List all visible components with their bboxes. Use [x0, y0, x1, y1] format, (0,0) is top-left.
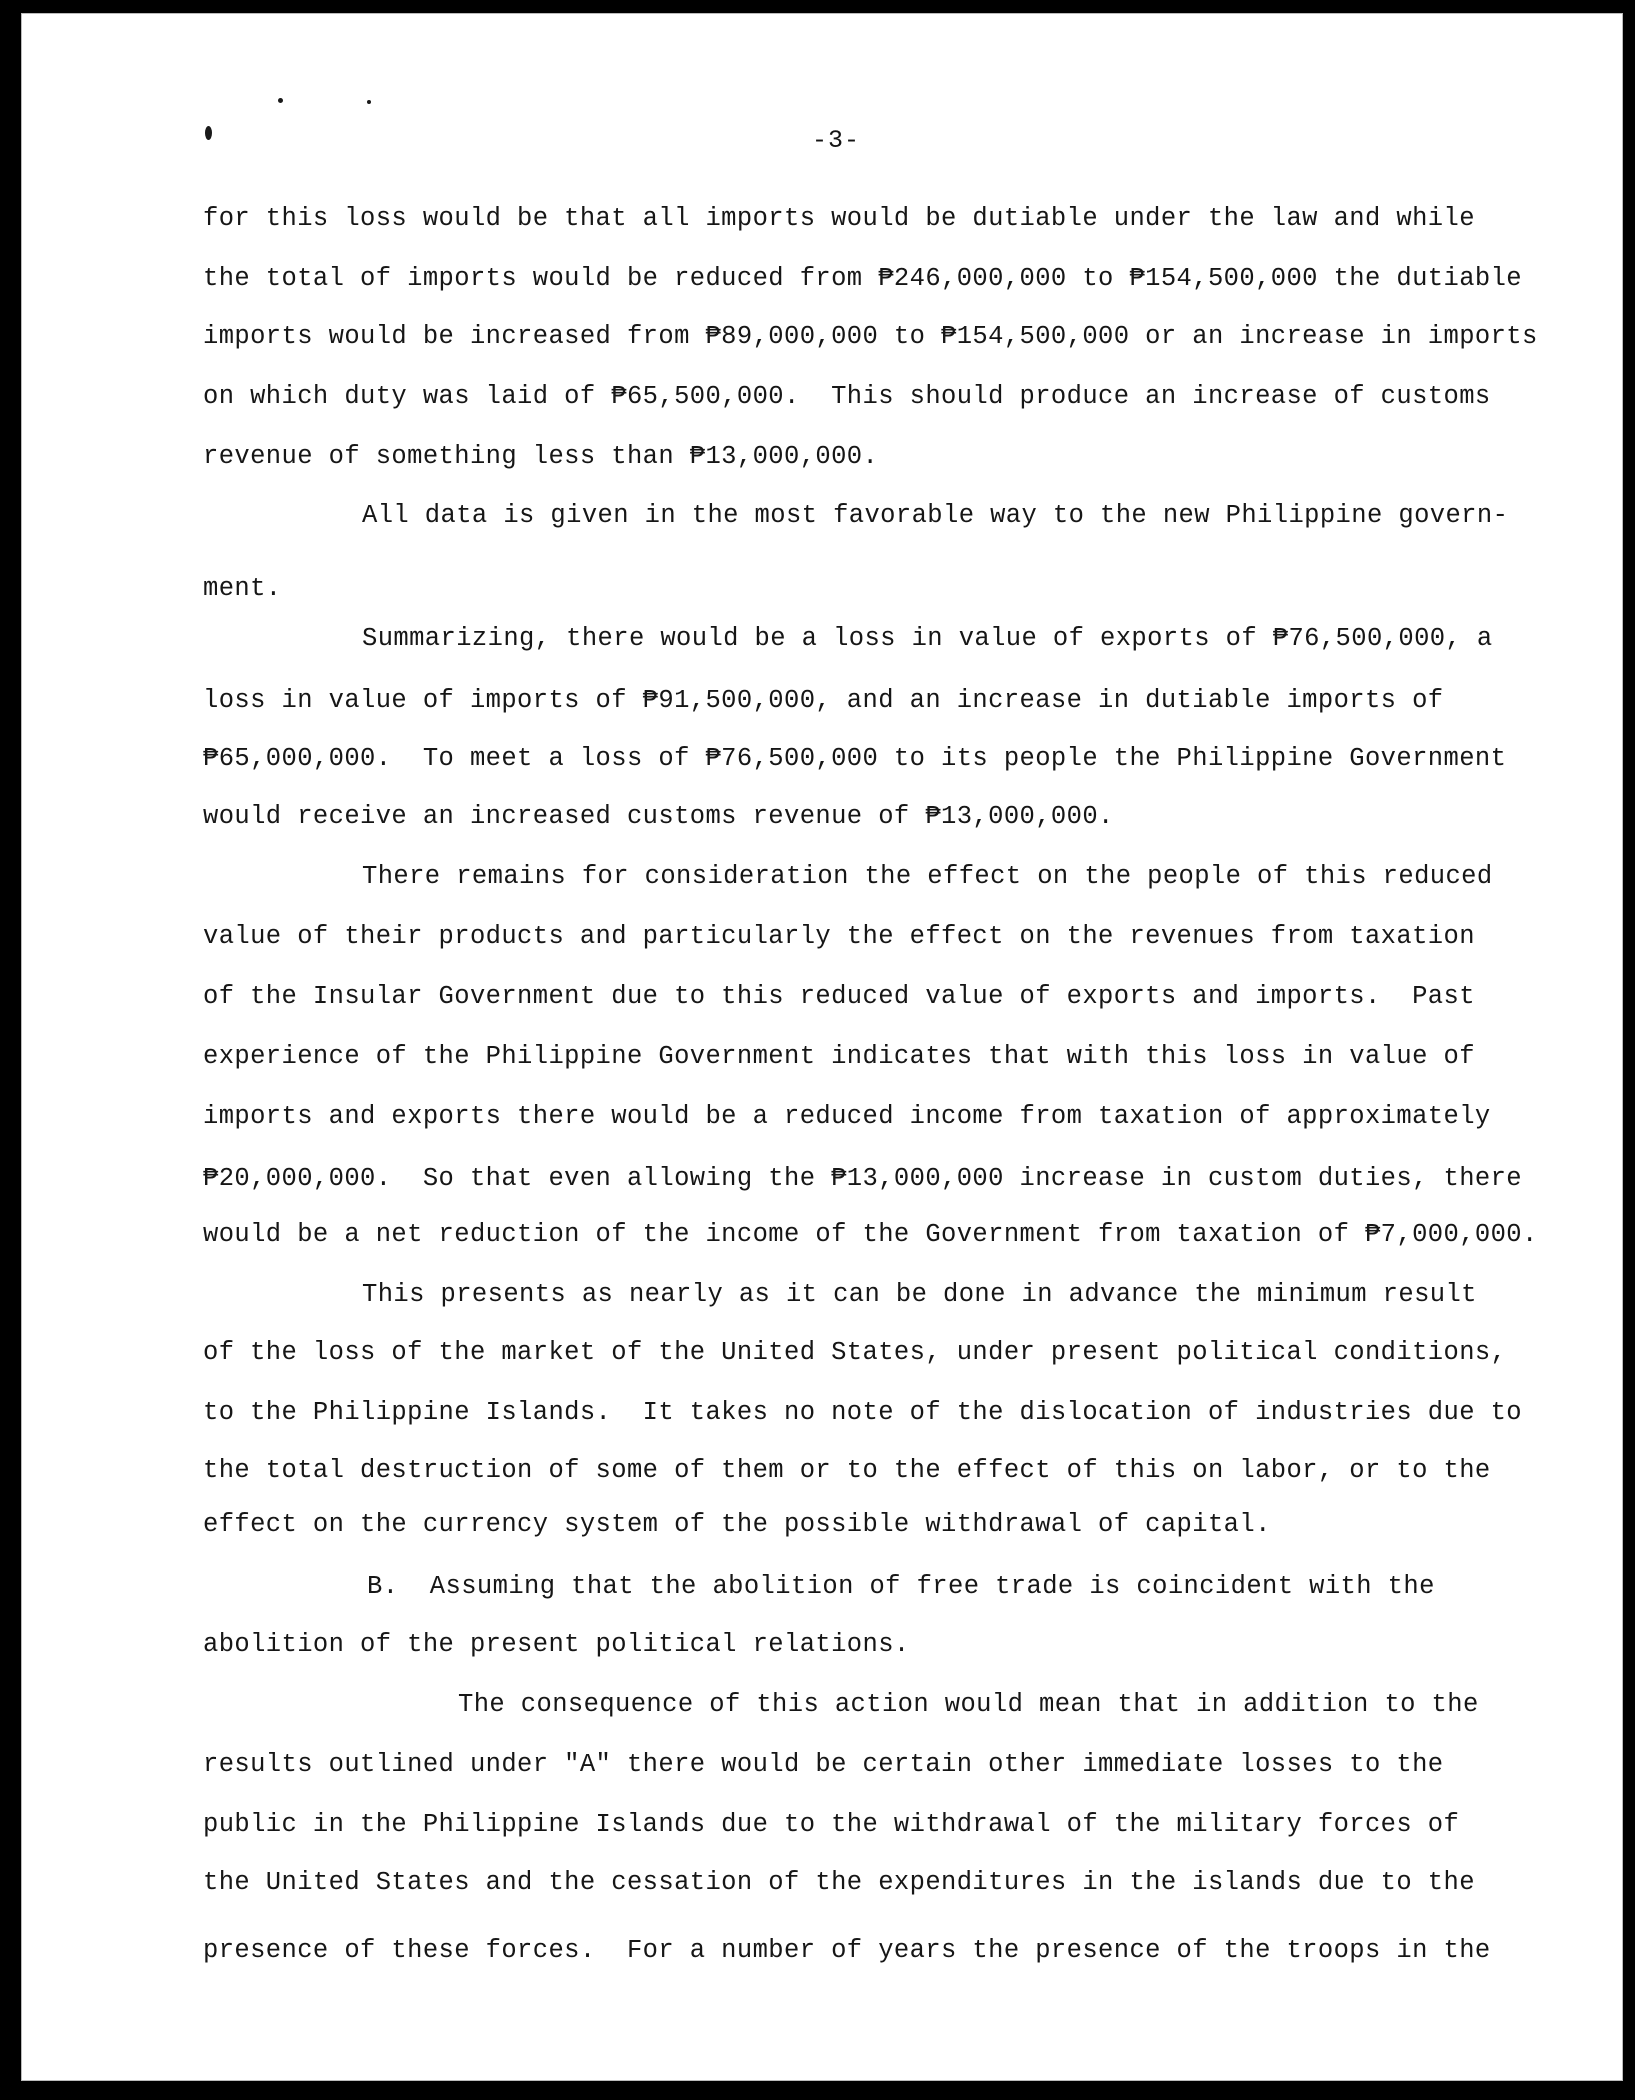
text-line: for this loss would be that all imports would be dutiable under the law and while: [203, 204, 1475, 233]
text-line: This presents as nearly as it can be done in advance the minimum result: [362, 1280, 1477, 1309]
text-line: ₱65,000,000. To meet a loss of ₱76,500,000 to its people the Philippine Government: [203, 744, 1507, 773]
text-line: B. Assuming that the abolition of free trade is coincident with the: [367, 1572, 1435, 1601]
text-line: value of their products and particularly the effect on the revenues from taxation: [203, 922, 1475, 951]
text-line: presence of these forces. For a number of years the presence of the troops in the: [203, 1936, 1491, 1965]
text-line: Summarizing, there would be a loss in value of exports of ₱76,500,000, a: [362, 624, 1493, 653]
ink-speck: [278, 98, 283, 103]
text-line: the total destruction of some of them or to the effect of this on labor, or to the: [203, 1456, 1491, 1485]
page-number: -3-: [812, 126, 861, 155]
text-line: to the Philippine Islands. It takes no note of the dislocation of industries due to: [203, 1398, 1523, 1427]
text-line: of the loss of the market of the United States, under present political conditions,: [203, 1338, 1507, 1367]
ink-speck: [205, 126, 212, 140]
text-line: experience of the Philippine Government indicates that with this loss in value of: [203, 1042, 1475, 1071]
text-line: imports would be increased from ₱89,000,000 to ₱154,500,000 or an increase in imports: [203, 322, 1538, 351]
text-line: results outlined under "A" there would be certain other immediate losses to the: [203, 1750, 1444, 1779]
text-line: would receive an increased customs revenue of ₱13,000,000.: [203, 802, 1114, 831]
text-line: The consequence of this action would mean that in addition to the: [458, 1690, 1479, 1719]
text-line: the United States and the cessation of the expenditures in the islands due to the: [203, 1868, 1475, 1897]
text-line: There remains for consideration the effect on the people of this reduced: [362, 862, 1493, 891]
text-line: the total of imports would be reduced from ₱246,000,000 to ₱154,500,000 the dutiable: [203, 264, 1523, 293]
text-line: All data is given in the most favorable way to the new Philippine govern-: [362, 501, 1509, 530]
text-line: ₱20,000,000. So that even allowing the ₱13,000,000 increase in custom duties, there: [203, 1164, 1523, 1193]
text-line: would be a net reduction of the income of the Government from taxation of ₱7,000,000.: [203, 1220, 1538, 1249]
document-page: [22, 14, 1622, 2080]
text-line: public in the Philippine Islands due to the withdrawal of the military forces of: [203, 1810, 1460, 1839]
ink-speck: [367, 100, 371, 104]
text-line: revenue of something less than ₱13,000,000.: [203, 442, 879, 471]
text-line: loss in value of imports of ₱91,500,000, and an increase in dutiable imports of: [203, 686, 1444, 715]
text-line: on which duty was laid of ₱65,500,000. This should produce an increase of customs: [203, 382, 1491, 411]
text-line: abolition of the present political relations.: [203, 1630, 910, 1659]
text-line: of the Insular Government due to this reduced value of exports and imports. Past: [203, 982, 1475, 1011]
text-line: ment.: [203, 574, 282, 603]
text-line: effect on the currency system of the possible withdrawal of capital.: [203, 1510, 1271, 1539]
text-line: imports and exports there would be a reduced income from taxation of approximately: [203, 1102, 1491, 1131]
